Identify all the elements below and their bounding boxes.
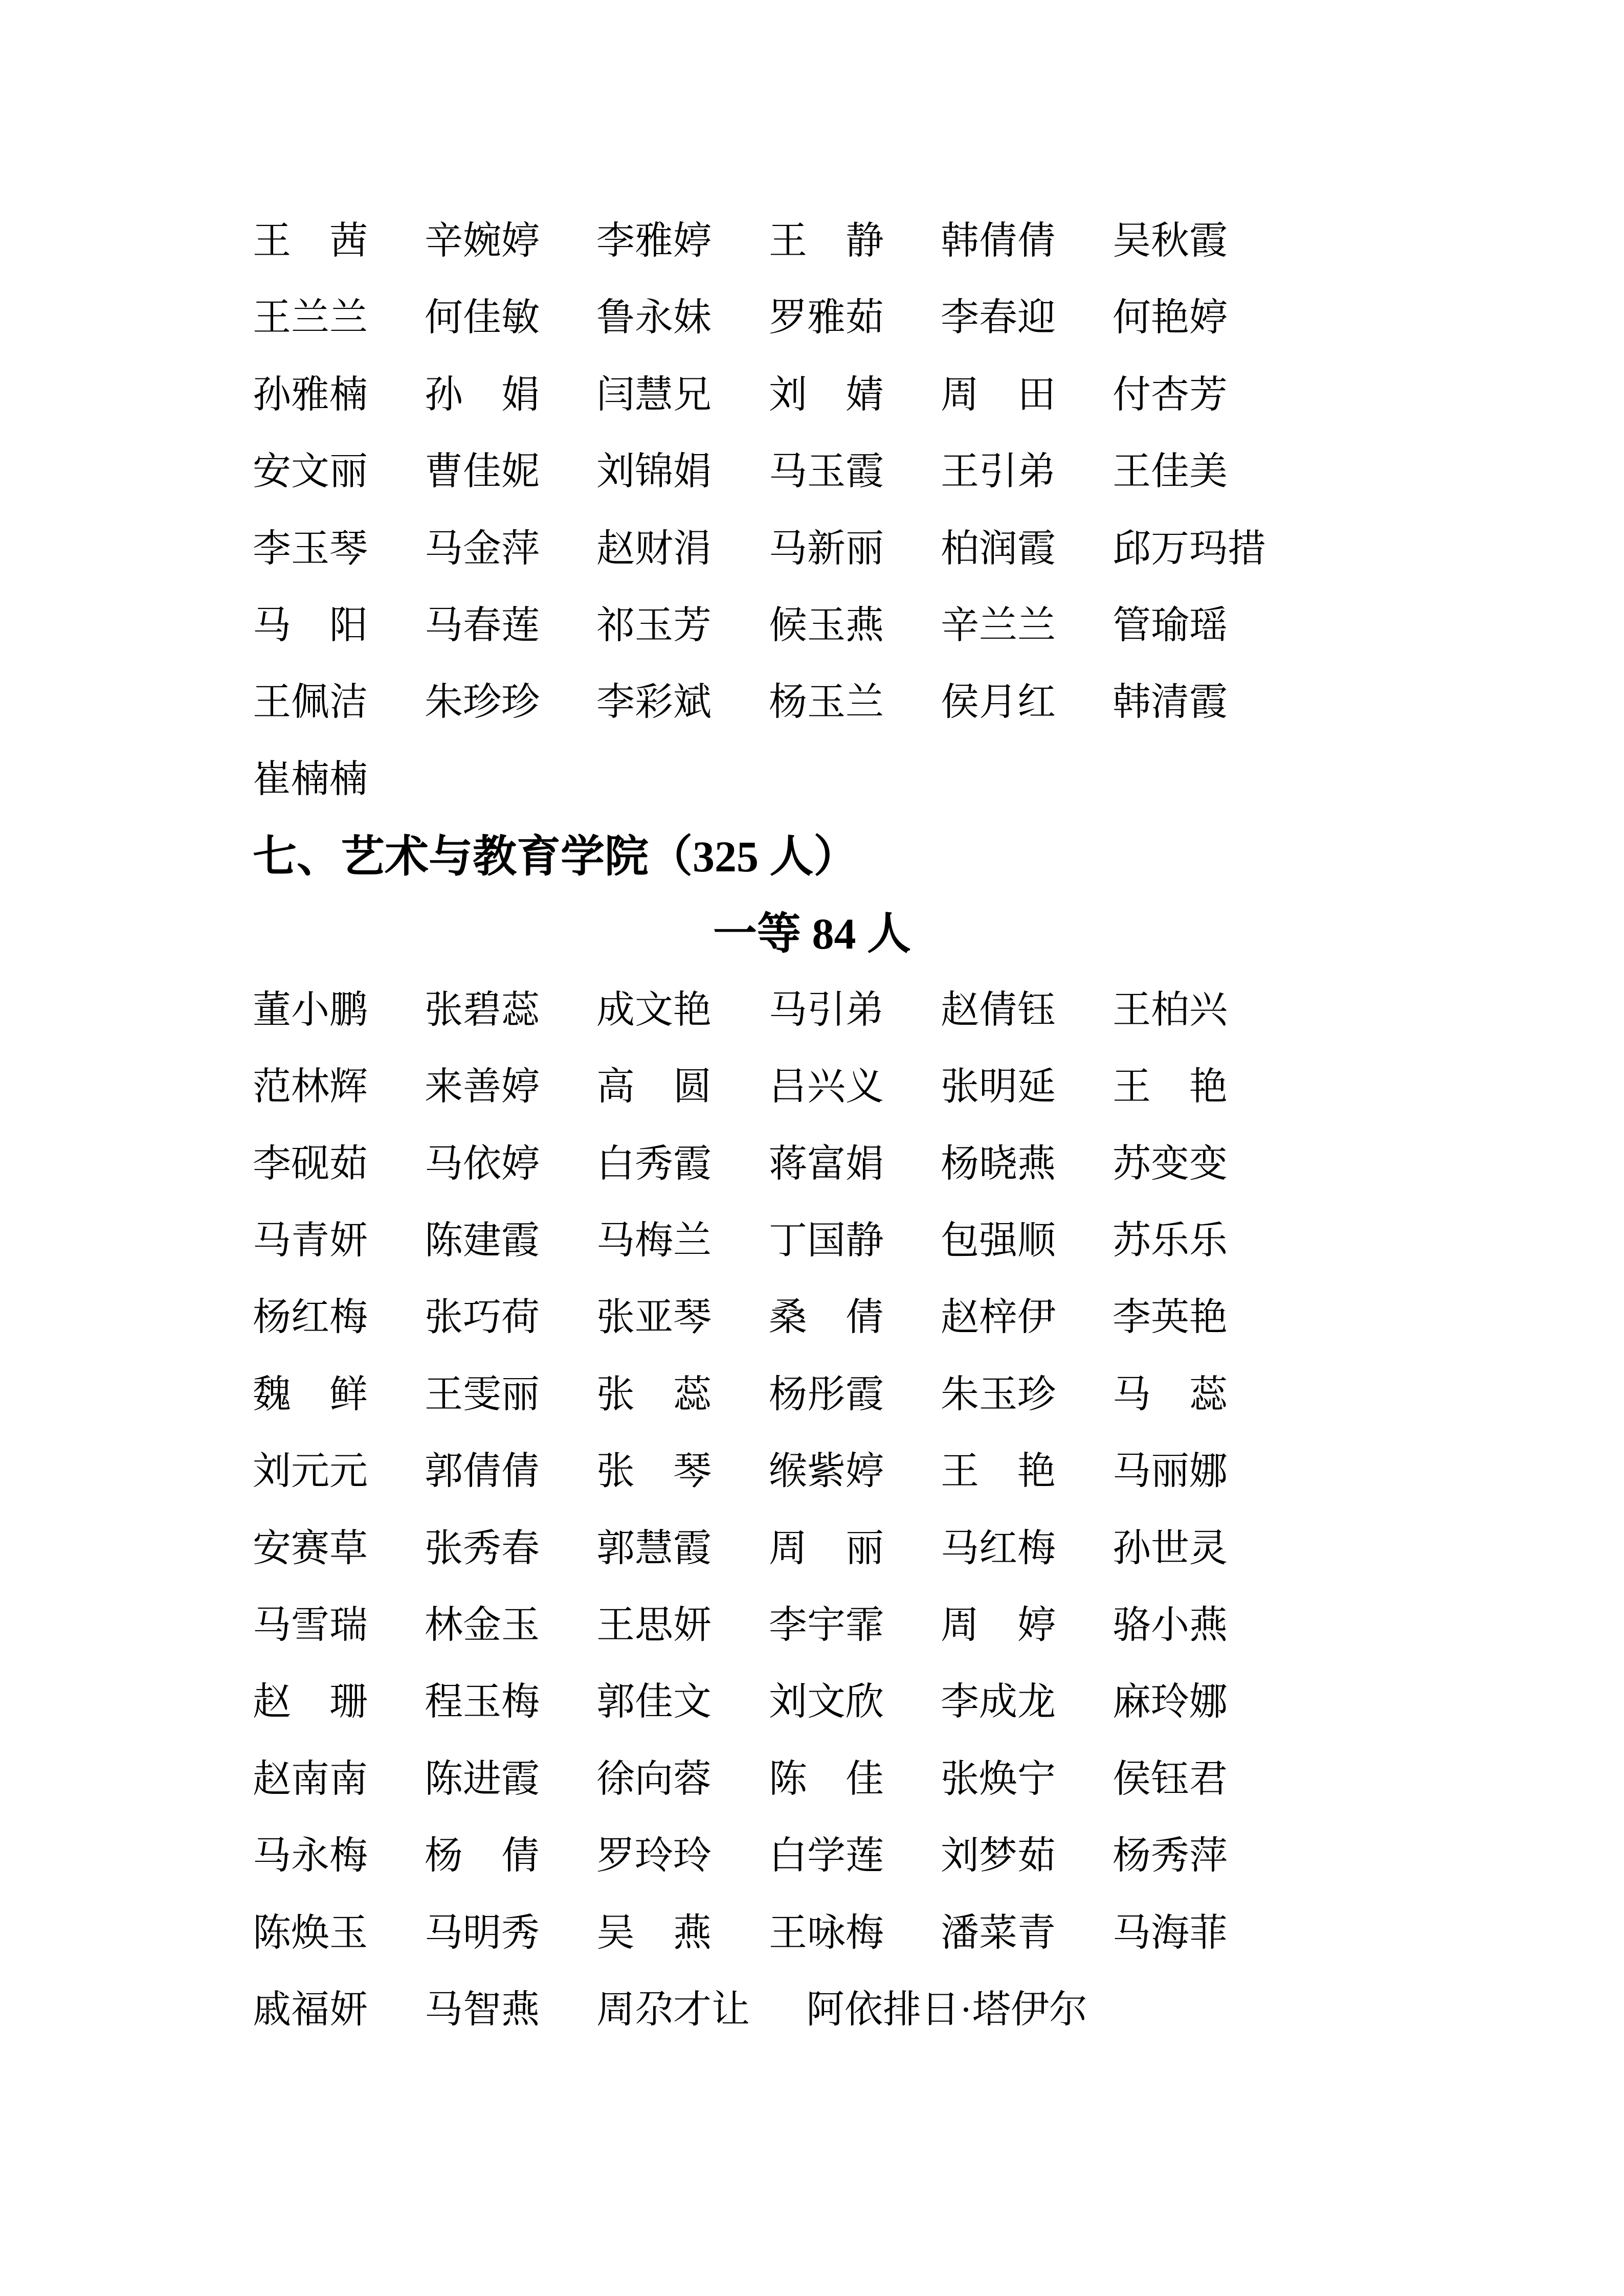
student-name: 刘 婧 bbox=[769, 373, 884, 416]
student-name: 王 艳 bbox=[941, 1450, 1056, 1493]
student-name: 马海菲 bbox=[1113, 1911, 1228, 1954]
student-name: 马依婷 bbox=[425, 1142, 540, 1185]
student-name: 吕兴义 bbox=[769, 1066, 884, 1109]
name-row bbox=[253, 588, 1371, 664]
student-name: 刘梦茹 bbox=[941, 1835, 1056, 1878]
student-name: 付杏芳 bbox=[1113, 373, 1228, 416]
name-row bbox=[253, 203, 1371, 280]
student-name: 王 茜 bbox=[253, 220, 368, 262]
student-name: 马青妍 bbox=[253, 1220, 368, 1263]
student-name: 杨红梅 bbox=[253, 1296, 368, 1339]
student-name: 孙 娟 bbox=[425, 373, 540, 416]
name-row bbox=[253, 434, 1371, 510]
student-name: 周尕才让 bbox=[596, 1988, 750, 2031]
name-row bbox=[253, 664, 1371, 741]
student-name: 郭慧霞 bbox=[596, 1527, 712, 1570]
tier-one-roster bbox=[253, 972, 1371, 2049]
student-name: 王 静 bbox=[769, 220, 884, 262]
student-name: 刘元元 bbox=[253, 1450, 368, 1493]
student-name: 侯钰君 bbox=[1113, 1758, 1228, 1800]
name-row bbox=[253, 1511, 1371, 1587]
student-name: 安赛草 bbox=[253, 1527, 368, 1570]
student-name: 马雪瑞 bbox=[253, 1604, 368, 1647]
student-name: 李彩斌 bbox=[596, 681, 712, 724]
student-name: 骆小燕 bbox=[1113, 1604, 1228, 1647]
student-name: 陈 佳 bbox=[769, 1758, 884, 1800]
student-name: 周 丽 bbox=[769, 1527, 884, 1570]
student-name: 赵财涓 bbox=[596, 527, 712, 570]
student-name: 王雯丽 bbox=[425, 1373, 540, 1416]
student-name: 苏乐乐 bbox=[1113, 1220, 1228, 1263]
student-name: 白学莲 bbox=[769, 1835, 884, 1878]
roster-continued bbox=[253, 203, 1371, 818]
student-name: 李雅婷 bbox=[596, 220, 712, 262]
student-name: 孙世灵 bbox=[1113, 1527, 1228, 1570]
student-name: 赵 珊 bbox=[253, 1681, 368, 1724]
name-row bbox=[253, 1279, 1371, 1356]
student-name: 桑 倩 bbox=[769, 1296, 884, 1339]
student-name: 鲁永妹 bbox=[596, 297, 712, 340]
student-name: 马丽娜 bbox=[1113, 1450, 1228, 1493]
name-row bbox=[253, 1895, 1371, 1972]
student-name: 马引弟 bbox=[769, 988, 884, 1031]
student-name: 柏润霞 bbox=[941, 527, 1056, 570]
student-name: 董小鹏 bbox=[253, 988, 368, 1031]
student-name: 张巧荷 bbox=[425, 1296, 540, 1339]
name-row bbox=[253, 1818, 1371, 1895]
student-name: 吴秋霞 bbox=[1113, 220, 1228, 262]
name-row bbox=[253, 1049, 1371, 1126]
student-name: 白秀霞 bbox=[596, 1142, 712, 1185]
name-row bbox=[253, 1126, 1371, 1203]
student-name: 马玉霞 bbox=[769, 451, 884, 493]
student-name: 潘菜青 bbox=[941, 1911, 1056, 1954]
student-name: 邱万玛措 bbox=[1113, 527, 1266, 570]
name-row bbox=[253, 1587, 1371, 1664]
student-name: 王佩洁 bbox=[253, 681, 368, 724]
student-name: 李春迎 bbox=[941, 297, 1056, 340]
student-name: 王兰兰 bbox=[253, 297, 368, 340]
student-name: 马梅兰 bbox=[596, 1220, 712, 1263]
student-name: 赵南南 bbox=[253, 1758, 368, 1800]
student-name: 刘锦娟 bbox=[596, 451, 712, 493]
student-name: 戚福妍 bbox=[253, 1988, 368, 2031]
student-name: 马智燕 bbox=[425, 1988, 540, 2031]
student-name: 杨秀萍 bbox=[1113, 1835, 1228, 1878]
student-name: 程玉梅 bbox=[425, 1681, 540, 1724]
student-name: 成文艳 bbox=[596, 988, 712, 1031]
student-name: 高 圆 bbox=[596, 1066, 712, 1109]
student-name: 韩倩倩 bbox=[941, 220, 1056, 262]
page-content bbox=[253, 203, 1371, 2049]
student-name: 张亚琴 bbox=[596, 1296, 712, 1339]
student-name: 祁玉芳 bbox=[596, 604, 712, 647]
student-name: 王 艳 bbox=[1113, 1066, 1228, 1109]
name-row bbox=[253, 1972, 1371, 2049]
student-name: 马 蕊 bbox=[1113, 1373, 1228, 1416]
name-row bbox=[253, 1433, 1371, 1510]
student-name: 苏变变 bbox=[1113, 1142, 1228, 1185]
student-name: 赵倩钰 bbox=[941, 988, 1056, 1031]
student-name: 林金玉 bbox=[425, 1604, 540, 1647]
student-name: 马红梅 bbox=[941, 1527, 1056, 1570]
student-name: 来善婷 bbox=[425, 1066, 540, 1109]
student-name: 马春莲 bbox=[425, 604, 540, 647]
student-name: 闫慧兄 bbox=[596, 373, 712, 416]
student-name: 阿依排日·塔伊尔 bbox=[806, 1988, 1087, 2031]
student-name: 韩清霞 bbox=[1113, 681, 1228, 724]
student-name: 陈进霞 bbox=[425, 1758, 540, 1800]
student-name: 包强顺 bbox=[941, 1220, 1056, 1263]
name-row bbox=[253, 511, 1371, 588]
student-name: 麻玲娜 bbox=[1113, 1681, 1228, 1724]
student-name: 范林辉 bbox=[253, 1066, 368, 1109]
student-name: 陈建霞 bbox=[425, 1220, 540, 1263]
name-row bbox=[253, 1203, 1371, 1279]
student-name: 马新丽 bbox=[769, 527, 884, 570]
student-name: 王咏梅 bbox=[769, 1911, 884, 1954]
name-row bbox=[253, 357, 1371, 434]
student-name: 李砚茹 bbox=[253, 1142, 368, 1185]
student-name: 马金萍 bbox=[425, 527, 540, 570]
student-name: 吴 燕 bbox=[596, 1911, 712, 1954]
student-name: 张焕宁 bbox=[941, 1758, 1056, 1800]
student-name: 张 琴 bbox=[596, 1450, 712, 1493]
student-name: 徐向蓉 bbox=[596, 1758, 712, 1800]
student-name: 张秀春 bbox=[425, 1527, 540, 1570]
student-name: 李英艳 bbox=[1113, 1296, 1228, 1339]
student-name: 李玉琴 bbox=[253, 527, 368, 570]
student-name: 李宇霏 bbox=[769, 1604, 884, 1647]
name-row bbox=[253, 1357, 1371, 1433]
student-name: 安文丽 bbox=[253, 451, 368, 493]
student-name: 孙雅楠 bbox=[253, 373, 368, 416]
student-name: 缑紫婷 bbox=[769, 1450, 884, 1493]
section-heading: 七、艺术与教育学院（325 人） bbox=[253, 832, 858, 882]
name-row bbox=[253, 741, 1371, 818]
student-name: 朱玉珍 bbox=[941, 1373, 1056, 1416]
student-name: 张 蕊 bbox=[596, 1373, 712, 1416]
student-name: 朱珍珍 bbox=[425, 681, 540, 724]
student-name: 魏 鲜 bbox=[253, 1373, 368, 1416]
student-name: 刘文欣 bbox=[769, 1681, 884, 1724]
student-name: 杨 倩 bbox=[425, 1835, 540, 1878]
student-name: 罗雅茹 bbox=[769, 297, 884, 340]
name-row bbox=[253, 1741, 1371, 1818]
student-name: 张碧蕊 bbox=[425, 988, 540, 1031]
student-name: 何佳敏 bbox=[425, 297, 540, 340]
student-name: 杨彤霞 bbox=[769, 1373, 884, 1416]
student-name: 李成龙 bbox=[941, 1681, 1056, 1724]
student-name: 杨晓燕 bbox=[941, 1142, 1056, 1185]
student-name: 周 婷 bbox=[941, 1604, 1056, 1647]
student-name: 陈焕玉 bbox=[253, 1911, 368, 1954]
name-row bbox=[253, 280, 1371, 356]
student-name: 曹佳妮 bbox=[425, 451, 540, 493]
student-name: 马明秀 bbox=[425, 1911, 540, 1954]
student-name: 王引弟 bbox=[941, 451, 1056, 493]
student-name: 候玉燕 bbox=[769, 604, 884, 647]
student-name: 丁国静 bbox=[769, 1220, 884, 1263]
student-name: 罗玲玲 bbox=[596, 1835, 712, 1878]
student-name: 马永梅 bbox=[253, 1835, 368, 1878]
student-name: 何艳婷 bbox=[1113, 297, 1228, 340]
student-name: 蒋富娟 bbox=[769, 1142, 884, 1185]
student-name: 郭倩倩 bbox=[425, 1450, 540, 1493]
student-name: 杨玉兰 bbox=[769, 681, 884, 724]
student-name: 辛兰兰 bbox=[941, 604, 1056, 647]
student-name: 崔楠楠 bbox=[253, 758, 368, 801]
student-name: 王佳美 bbox=[1113, 451, 1228, 493]
name-row bbox=[253, 1664, 1371, 1741]
student-name: 马 阳 bbox=[253, 604, 368, 647]
student-name: 张明延 bbox=[941, 1066, 1056, 1109]
student-name: 侯月红 bbox=[941, 681, 1056, 724]
student-name: 管瑜瑶 bbox=[1113, 604, 1228, 647]
student-name: 辛婉婷 bbox=[425, 220, 540, 262]
student-name: 赵梓伊 bbox=[941, 1296, 1056, 1339]
student-name: 王思妍 bbox=[596, 1604, 712, 1647]
student-name: 郭佳文 bbox=[596, 1681, 712, 1724]
student-name: 王柏兴 bbox=[1113, 988, 1228, 1031]
student-name: 周 田 bbox=[941, 373, 1056, 416]
name-row bbox=[253, 972, 1371, 1049]
tier-heading: 一等 84 人 bbox=[713, 909, 911, 958]
